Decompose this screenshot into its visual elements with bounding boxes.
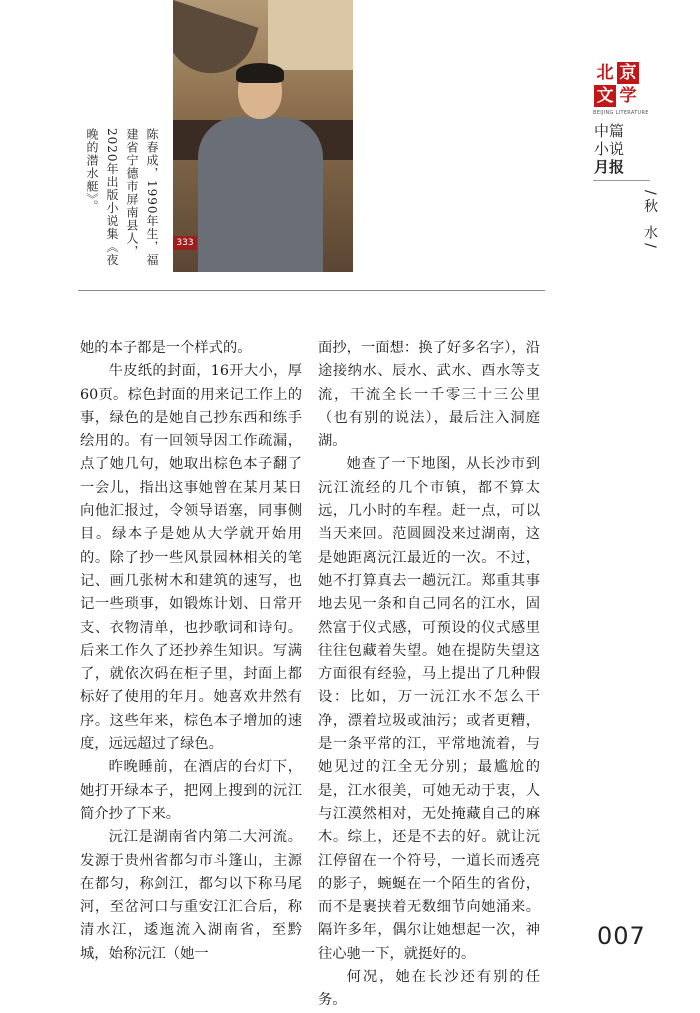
author-hair xyxy=(236,63,284,83)
paragraph: 牛皮纸的封面，16开大小，厚60页。棕色封面的用来记工作上的事，绿色的是她自己抄东西和练手绘用的。有一回领导因工作疏漏，点了她几句，她取出棕色本子翻了一会儿，指出这事她曾在某月某日向他汇报过，令领导语塞，同事侧目。绿本子是她从大学就开始用的。除了抄一些风景园林相关的笔记、画几张树木和建筑的速写，也记一些琐事，如锻炼计划、日常开支、衣物清单，也抄歌词和诗句。后来工作久了还抄养生知识。写满了，就依次码在柜子里，封面上都标好了使用的年月。她喜欢井然有序。这些年来，棕色本子增加的速度，远远超过了绿色。 xyxy=(80,363,302,753)
photo-number-tag: 333 xyxy=(173,236,197,250)
paragraph: 面抄，一面想：换了好多名字），沿途接纳水、辰水、武水、酉水等支流，干流全长一千零三十三公里（也有别的说法），最后注入洞庭湖。 xyxy=(318,340,540,450)
text-column-left xyxy=(80,337,302,966)
author-name: /秋 水/ xyxy=(642,190,658,252)
paragraph: 她的本子都是一个样式的。 xyxy=(80,340,252,356)
logo-char-1: 北 xyxy=(596,63,614,83)
page-number: 007 xyxy=(597,922,646,950)
author-figure xyxy=(198,65,318,272)
author-caption: 陈春成，1990年生，福建省宁德市屏南县人，2020年出版小说集《夜晚的潜水艇》。 xyxy=(85,128,159,267)
author-body xyxy=(198,117,323,272)
beijing-literature-logo xyxy=(594,62,640,108)
magazine-title-line3: 月报 xyxy=(594,158,625,176)
window-background xyxy=(268,0,353,70)
magazine-title-line2: 小说 xyxy=(594,140,625,158)
logo-char-2: 京 xyxy=(617,62,639,84)
magazine-title xyxy=(594,122,646,176)
text-column-right xyxy=(318,337,540,1013)
logo-subtitle: BEIJING LITERATURE xyxy=(593,110,649,116)
header-divider xyxy=(78,290,545,291)
paragraph: 她查了一下地图，从长沙市到沅江流经的几个市镇，都不算太远，几小时的车程。赶一点，可以当天来回。范圆圆没来过湖南，这是她距离沅江最近的一次。不过，她不打算真去一趟沅江。郑重其事地去见一条和自己同名的江水，固然富于仪式感，可预设的仪式感里往往包藏着失望。她在提防失望这方面很有经验，马上提出了几种假设：比如，万一沅江水不怎么干净，漂着垃圾或油污；或者更糟，是一条平常的江，平常地流着，与她见过的江全无分别；最尴尬的是，江水很美，可她无动于衷，人与江漠然相对，无处掩藏自己的麻木。综上，还是不去的好。就让沅江停留在一个符号，一道长而透亮的影子，蜿蜒在一个陌生的省份，而不是裹挟着无数细节向她涌来。隔许多年，偶尔让她想起一次，神往心驰一下，就挺好的。 xyxy=(318,456,540,962)
author-photo xyxy=(173,0,353,272)
paragraph: 昨晚睡前，在酒店的台灯下，她打开绿本子，把网上搜到的沅江简介抄了下来。 xyxy=(80,759,302,822)
paragraph: 沅江是湖南省内第二大河流。发源于贵州省都匀市斗篷山，主源在都匀，称剑江，都匀以下称马尾河，至岔河口与重安江汇合后，称清水江，逶迤流入湖南省，至黔城，始称沅江（她一 xyxy=(80,829,302,962)
logo-char-3: 文 xyxy=(594,85,616,107)
paragraph: 何况，她在长沙还有别的任务。 xyxy=(318,969,540,1009)
magazine-divider xyxy=(593,180,650,181)
logo-char-4: 学 xyxy=(619,86,637,106)
magazine-title-line1: 中篇 xyxy=(594,122,625,140)
